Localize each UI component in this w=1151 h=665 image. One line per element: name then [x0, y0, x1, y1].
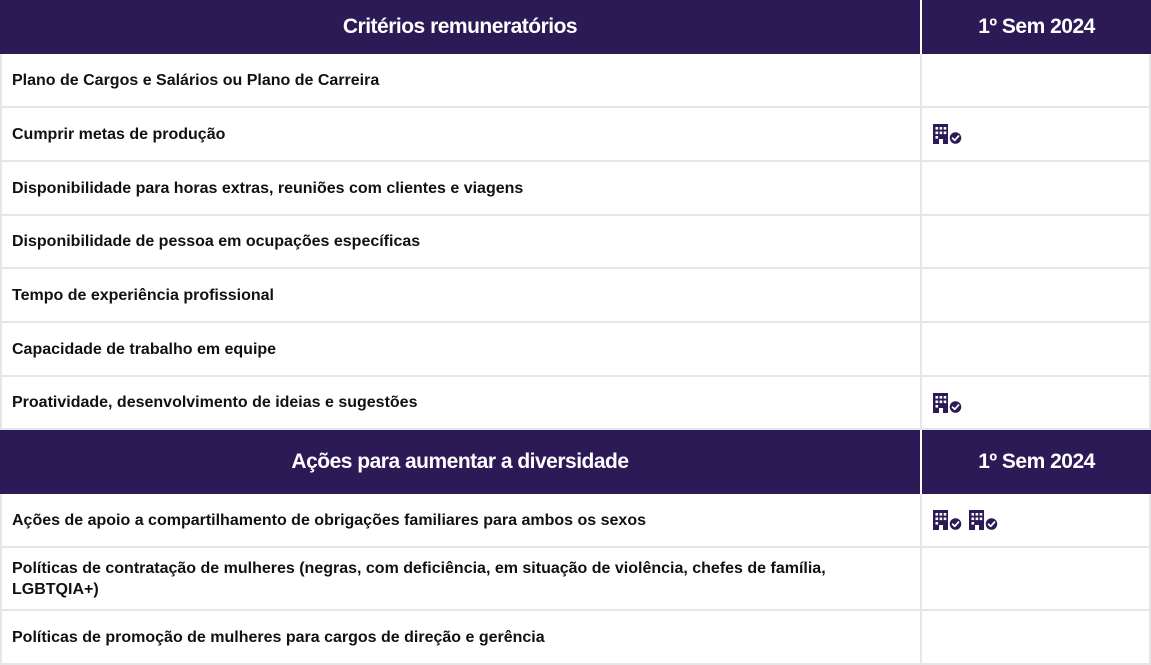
- criterion-label: Proatividade, desenvolvimento de ideias e sugestões: [0, 377, 922, 430]
- action-label: Ações de apoio a compartilhamento de obrigações familiares para ambos os sexos: [0, 494, 922, 548]
- period-value-cell: [922, 162, 1151, 216]
- table-row: [0, 611, 1151, 665]
- table-row: [0, 377, 1151, 430]
- section-header-remuneration: [0, 0, 1151, 54]
- criterion-label: Cumprir metas de produção: [0, 108, 922, 162]
- action-label: Políticas de promoção de mulheres para cargos de direção e gerência: [0, 611, 922, 665]
- table-row: [0, 323, 1151, 377]
- building-check-icon: [968, 509, 999, 531]
- criterion-label: Disponibilidade para horas extras, reuniões com clientes e viagens: [0, 162, 922, 216]
- criterion-label: Tempo de experiência profissional: [0, 269, 922, 323]
- building-check-icon: [932, 392, 963, 414]
- period-value-cell: [922, 269, 1151, 323]
- building-check-icon: [932, 123, 963, 145]
- period-value-cell: [922, 216, 1151, 269]
- table-row: [0, 54, 1151, 108]
- period-value-cell: [922, 323, 1151, 377]
- period-value-cell: [922, 54, 1151, 108]
- criterion-label: Capacidade de trabalho em equipe: [0, 323, 922, 377]
- period-value-cell: [922, 494, 1151, 548]
- table-row: [0, 216, 1151, 269]
- section-header-diversity: [0, 430, 1151, 494]
- section-title: Critérios remuneratórios: [0, 0, 922, 54]
- table-row: [0, 548, 1151, 611]
- criterion-label: Plano de Cargos e Salários ou Plano de Carreira: [0, 54, 922, 108]
- table-row: [0, 494, 1151, 548]
- period-value-cell: [922, 548, 1151, 611]
- period-header: 1º Sem 2024: [922, 0, 1151, 54]
- action-label: Políticas de contratação de mulheres (negras, com deficiência, em situação de violência, chefes de família, LGBTQIA+): [0, 548, 922, 611]
- period-header: 1º Sem 2024: [922, 430, 1151, 494]
- period-value-cell: [922, 108, 1151, 162]
- table-row: [0, 162, 1151, 216]
- table-row: [0, 269, 1151, 323]
- period-value-cell: [922, 377, 1151, 430]
- period-value-cell: [922, 611, 1151, 665]
- section-title: Ações para aumentar a diversidade: [0, 430, 922, 494]
- table-row: [0, 108, 1151, 162]
- criterion-label: Disponibilidade de pessoa em ocupações específicas: [0, 216, 922, 269]
- building-check-icon: [932, 509, 963, 531]
